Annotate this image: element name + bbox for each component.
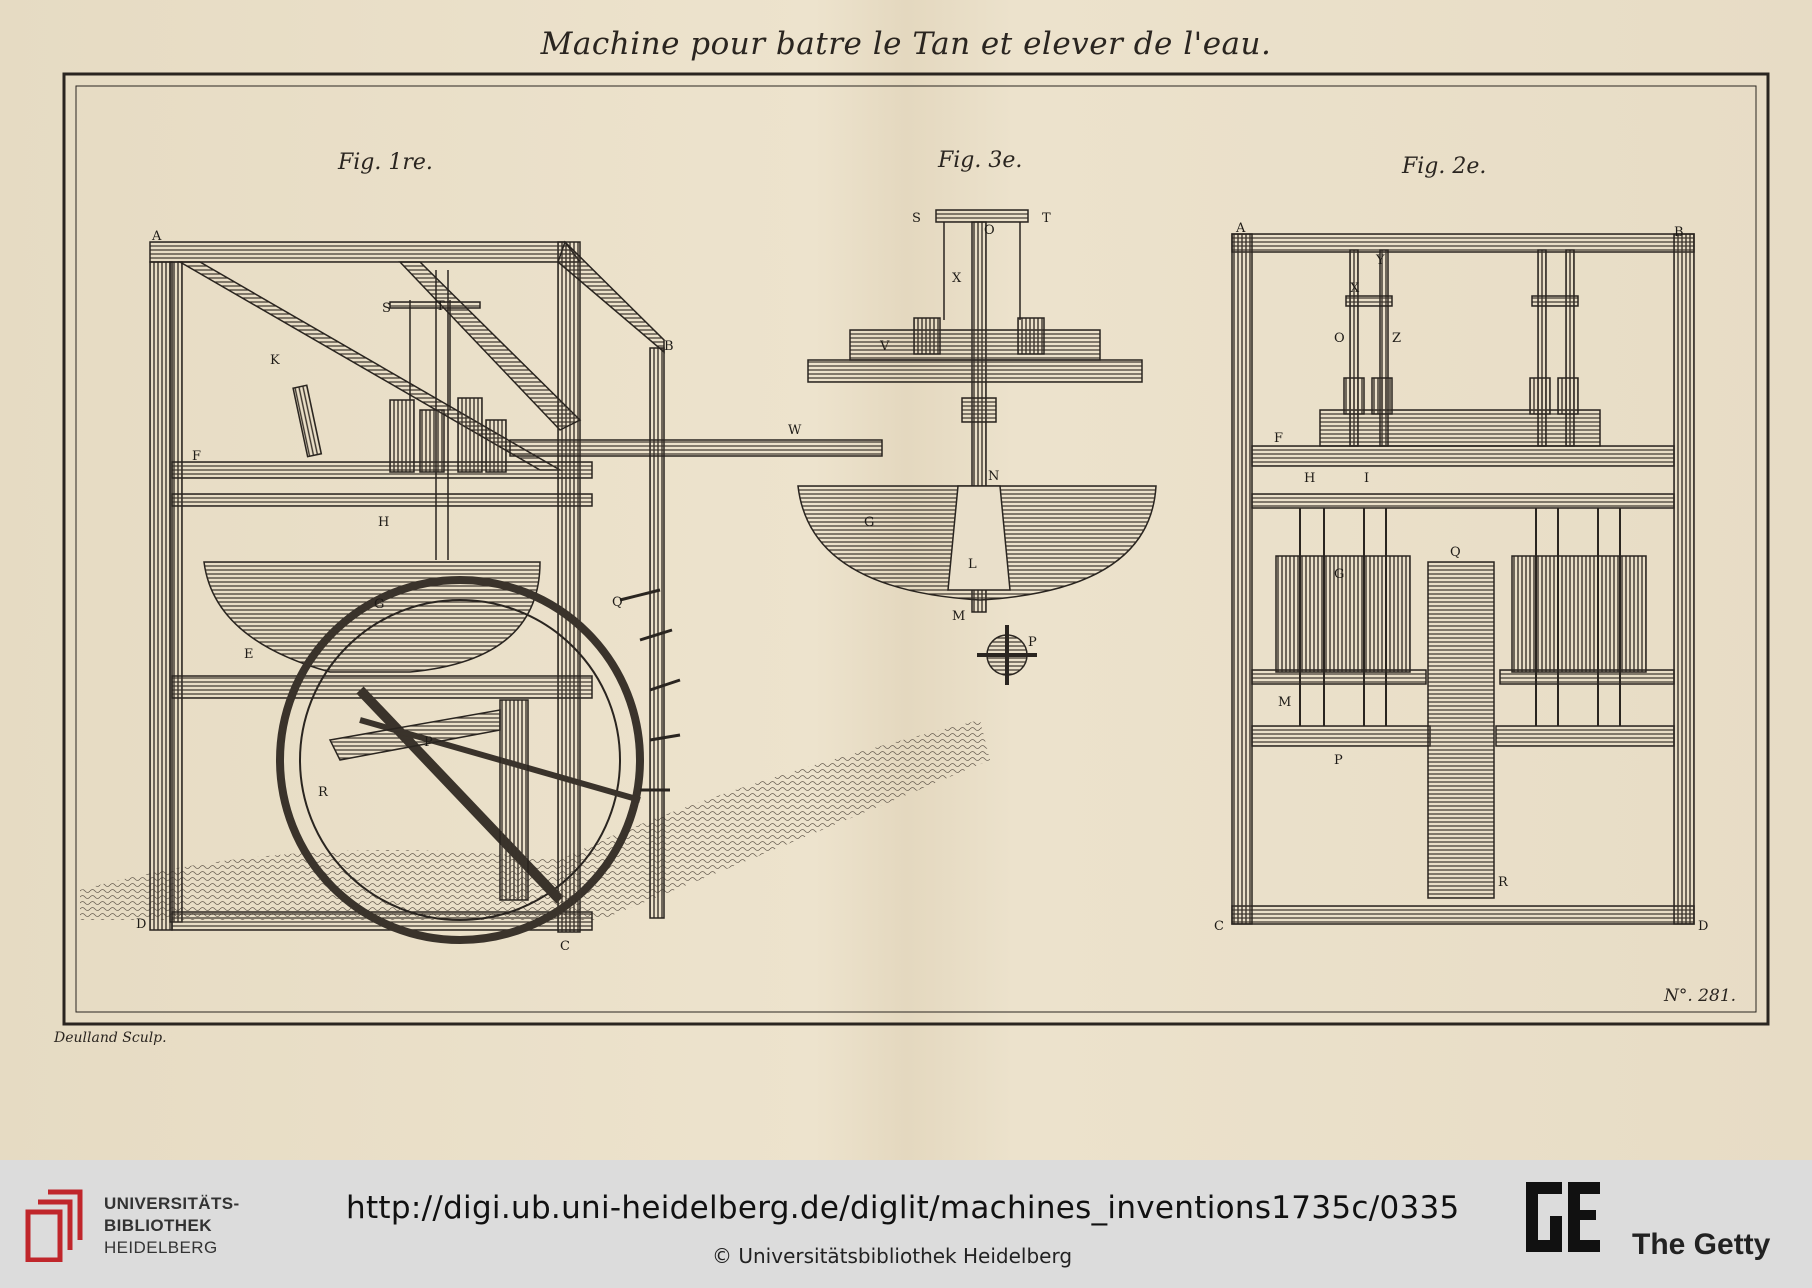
fig3-label: P [1028,635,1037,650]
fig3-label: O [984,223,995,238]
fig3-label: X [952,271,962,286]
library-logo-icon [20,1182,90,1262]
fig3-label: M [952,609,966,624]
library-name-line3: HEIDELBERG [104,1238,218,1257]
fig2-label: Z [1392,331,1402,346]
fig1-label: F [192,449,202,464]
fig2-label: X [1350,281,1360,296]
fig2-label: Q [1450,545,1461,560]
fig1-label: D [136,917,147,932]
library-name-line1: UNIVERSITÄTS- [104,1194,240,1213]
fig2-label: D [1698,919,1709,934]
plate-title: Machine pour batre le Tan et elever de l'eau. [540,26,1272,62]
fig1-label: S [382,301,391,316]
fig3-label: T [1042,211,1051,226]
fig2-label: A [1236,221,1246,236]
fig3-label: G [864,515,875,530]
fig1-label: A [152,229,162,244]
fig1-label: E [244,647,254,662]
permalink-url[interactable]: http://digi.ub.uni-heidelberg.de/diglit/machines_inventions1735c/0335 [346,1190,1460,1226]
fig3-label: N [988,469,1000,484]
fig2-label: F [1274,431,1284,446]
fig2-drawing [1232,234,1694,924]
fig2-caption: Fig. 2e. [1402,154,1487,179]
getty-label: The Getty [1632,1228,1771,1261]
fig3-label: S [912,211,921,226]
fig2-label: B [1674,225,1684,240]
fig2-label: M [1278,695,1292,710]
digitization-footer [0,1160,1812,1288]
plate-number: N°. 281. [1664,986,1737,1006]
fig2-label: P [1334,753,1343,768]
fig3-label: V [880,339,890,354]
fig2-label: Y [1376,253,1385,268]
fig2-label: I [1364,471,1370,486]
fig1-label: T [436,299,445,314]
fig1-label: C [560,939,570,954]
engraver-signature: Deulland Sculp. [54,1030,167,1046]
fig2-label: G [1334,567,1345,582]
fig1-caption: Fig. 1re. [338,150,433,175]
fig1-label: K [270,353,280,368]
fig3-caption: Fig. 3e. [938,148,1023,173]
library-name-line2: BIBLIOTHEK [104,1216,212,1235]
fig1-label: H [378,515,390,530]
fig3-label: L [968,557,977,572]
fig1-label: R [318,785,328,800]
fig1-label: W [788,423,802,438]
copyright-notice: © Universitätsbibliothek Heidelberg [712,1244,1073,1268]
fig2-label: H [1304,471,1316,486]
getty-logo-icon [1524,1180,1604,1274]
fig2-label: R [1498,875,1508,890]
fig2-label: C [1214,919,1224,934]
fig2-label: O [1334,331,1345,346]
fig1-label: P [424,735,433,750]
fig1-label: B [664,339,674,354]
fig1-label: Q [612,595,623,610]
fig1-label: G [374,597,385,612]
